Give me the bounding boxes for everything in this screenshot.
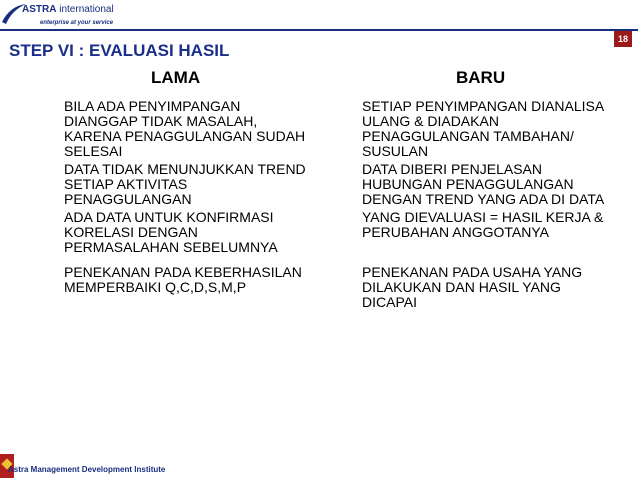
page-number-badge: 18 <box>614 31 632 47</box>
brand-rest: international <box>59 4 114 15</box>
column-heading-baru: BARU <box>456 68 506 87</box>
slide-header <box>0 0 638 40</box>
brand-name <box>22 4 114 15</box>
footer-institute: Astra Management Development Institute <box>8 465 166 474</box>
lama-row-4: PENEKANAN PADA KEBERHASILAN MEMPERBAIKI Q,C,D,S,M,P <box>64 264 302 295</box>
baru-row-4: PENEKANAN PADA USAHA YANG DILAKUKAN DAN HASIL YANG DICAPAI <box>362 264 583 310</box>
brand-tagline: enterprise at your service <box>40 20 114 26</box>
lama-row-1: BILA ADA PENYIMPANGAN DIANGGAP TIDAK MASALAH, KARENA PENAGGULANGAN SUDAH SELESAI <box>64 98 306 159</box>
baru-row-2: DATA DIBERI PENJELASAN HUBUNGAN PENAGGULANGAN DENGAN TREND YANG ADA DI DATA <box>362 161 605 207</box>
header-divider <box>0 29 638 31</box>
lama-row-3: ADA DATA UNTUK KONFIRMASI KORELASI DENGAN PERMASALAHAN SEBELUMNYA <box>64 209 278 255</box>
lama-row-2: DATA TIDAK MENUNJUKKAN TREND SETIAP AKTIVITAS PENAGGULANGAN <box>64 161 306 207</box>
brand-bold: ASTRA <box>22 4 57 15</box>
baru-row-1: SETIAP PENYIMPANGAN DIANALISA ULANG & DIADAKAN PENAGGULANGAN TAMBAHAN/ SUSULAN <box>362 98 605 159</box>
column-heading-lama: LAMA <box>151 68 201 87</box>
slide-title: STEP VI : EVALUASI HASIL <box>9 41 230 60</box>
baru-row-3: YANG DIEVALUASI = HASIL KERJA & PERUBAHAN ANGGOTANYA <box>362 209 604 240</box>
